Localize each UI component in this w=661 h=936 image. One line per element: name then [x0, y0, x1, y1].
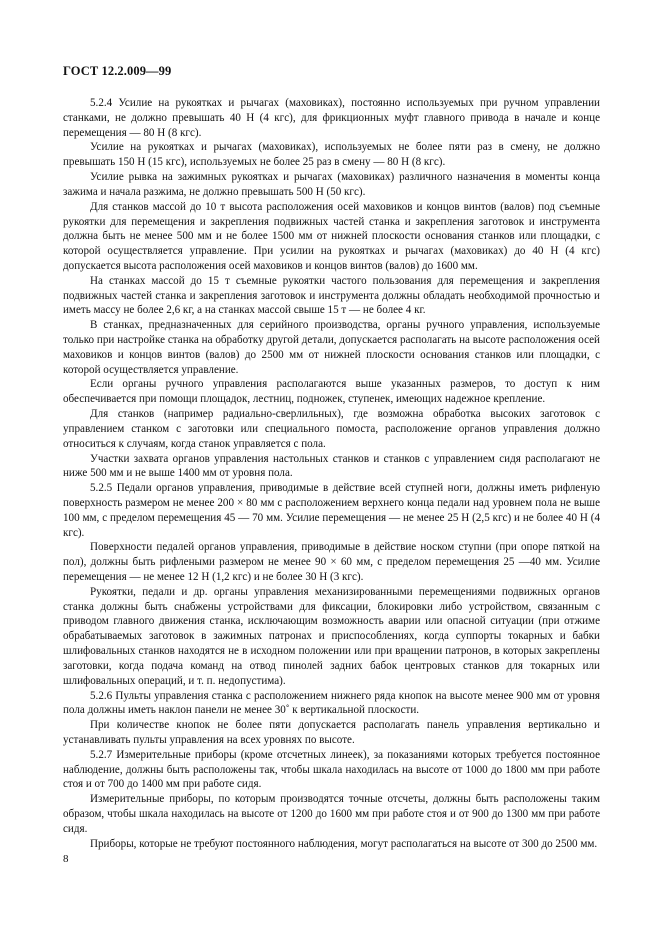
- paragraph: При количестве кнопок не более пяти допускается располагать панель управления вертикально и устанавливать пульты управления на всех уровнях по высоте.: [63, 719, 600, 746]
- paragraph: 5.2.4 Усилие на рукоятках и рычагах (маховиках), постоянно используемых при ручном управлении станками, не должно превышать 40 Н (4 кгс), для фрикционных муфт главного привода в начале и конце перемещения — 80 Н (8 кгс).: [63, 97, 600, 139]
- paragraph: На станках массой до 15 т съемные рукоятки частого пользования для перемещения и закрепления подвижных частей станка и закрепления заготовок и инструмента должны обладать необходимой прочностью и иметь массу не более 2,6 кг, а на станках массой свыше 15 т — не более 4 кг.: [63, 274, 600, 317]
- page-number: 8: [63, 853, 69, 865]
- paragraph: Измерительные приборы, по которым производятся точные отсчеты, должны быть расположены таким образом, чтобы шкала находилась на высоте от 1200 до 1600 мм при работе стоя и от 900 до 1300 мм при работе сидя.: [63, 793, 600, 835]
- standard-header: ГОСТ 12.2.009—99: [63, 64, 172, 78]
- paragraph: Усилие на рукоятках и рычагах (маховиках), используемых не более пяти раз в смену, не должно превышать 150 Н (15 кгс), используемых не более 25 раз в смену — 80 Н (8 кгс).: [63, 141, 600, 169]
- paragraph: 5.2.6 Пульты управления станка с расположением нижнего ряда кнопок на высоте менее 900 мм от уровня пола должны иметь наклон панели не менее 30˚ к вертикальной плоскости.: [63, 689, 600, 717]
- paragraph: Приборы, которые не требуют постоянного наблюдения, могут располагаться на высоте от 300 до 2500 мм.: [90, 837, 598, 850]
- paragraph: Если органы ручного управления располагаются выше указанных размеров, то доступ к ним обеспечивается при помощи площадок, лестниц, подножек, ступенек, имеющих надежное крепление.: [63, 378, 600, 406]
- paragraph: Усилие рывка на зажимных рукоятках и рычагах (маховиках) различного назначения в моменты конца зажима и начала разжима, не должно превышать 500 Н (50 кгс).: [63, 171, 600, 198]
- paragraph: 5.2.5 Педали органов управления, приводимые в действие всей ступней ноги, должны иметь рифленую поверхность размером не менее 200 × 80 мм с расположением верхнего конца педали над уровнем пола не выше 100 мм, с пределом перемещения 45 — 70 мм. Усилие перемещения — не менее 25 Н (2,5 кгс) и не более 40 Н (4 кгс).: [63, 482, 600, 539]
- paragraph: Участки захвата органов управления настольных станков и станков с управлением сидя располагают не ниже 500 мм и не выше 1400 мм от уровня пола.: [63, 452, 600, 480]
- paragraph: В станках, предназначенных для серийного производства, органы ручного управления, используемые только при настройке станка на обработку другой детали, допускается располагать на высоте расположения осей маховиков и концов винтов (валов) до 2500 мм от нижней плоскости основания станков или площадки, с которой осуществляется управление.: [63, 319, 600, 376]
- body-text: [63, 96, 600, 851]
- paragraph: Рукоятки, педали и др. органы управления механизированными перемещениями подвижных органов станка должны быть снабжены устройствами для фиксации, блокировки либо устройством, связанным с приводом главного движения станка, исключающим возможность аварии или опасной ситуации (при отжиме обрабатываемых заготовок в зажимных патронах и приспособлениях, когда суппорты токарных и бабки шлифовальных станков находятся не в исходном положении или при вращении патронов, в которых закреплены заготовки, когда подача команд на отвод пинолей задних бабок центровых станков для токарных или шлифовальных операций, и т. п. недопустима).: [63, 585, 600, 687]
- paragraph: Для станков (например радиально-сверлильных), где возможна обработка высоких заготовок с управлением станком с заготовки или специального помоста, расположение органов управления должно относиться к случаям, когда станок управляется с пола.: [63, 408, 600, 450]
- paragraph: Поверхности педалей органов управления, приводимые в действие носком ступни (при опоре пяткой на пол), должны быть рифлеными размером не менее 90 × 60 мм, с пределом перемещения 25 —40 мм. Усилие перемещения — не менее 12 Н (1,2 кгс) и не более 30 Н (3 кгс).: [63, 541, 600, 583]
- paragraph: Для станков массой до 10 т высота расположения осей маховиков и концов винтов (валов) под съемные рукоятки для перемещения и закрепления подвижных частей станка и закрепления заготовок и инструмента должна быть не менее 500 мм и не более 1500 мм от нижней плоскости основания станков или площадки, с которой осуществляется управление. При усилии на рукоятках и рычагах (маховиках) до 40 Н (4 кгс) допускается высота расположения осей маховиков и концов винтов (валов) до 1600 мм.: [63, 200, 600, 272]
- paragraph: 5.2.7 Измерительные приборы (кроме отсчетных линеек), за показаниями которых требуется постоянное наблюдение, должны быть расположены так, чтобы шкала находилась на высоте от 1000 до 1800 мм при работе стоя и от 700 до 1400 мм при работе сидя.: [63, 748, 600, 791]
